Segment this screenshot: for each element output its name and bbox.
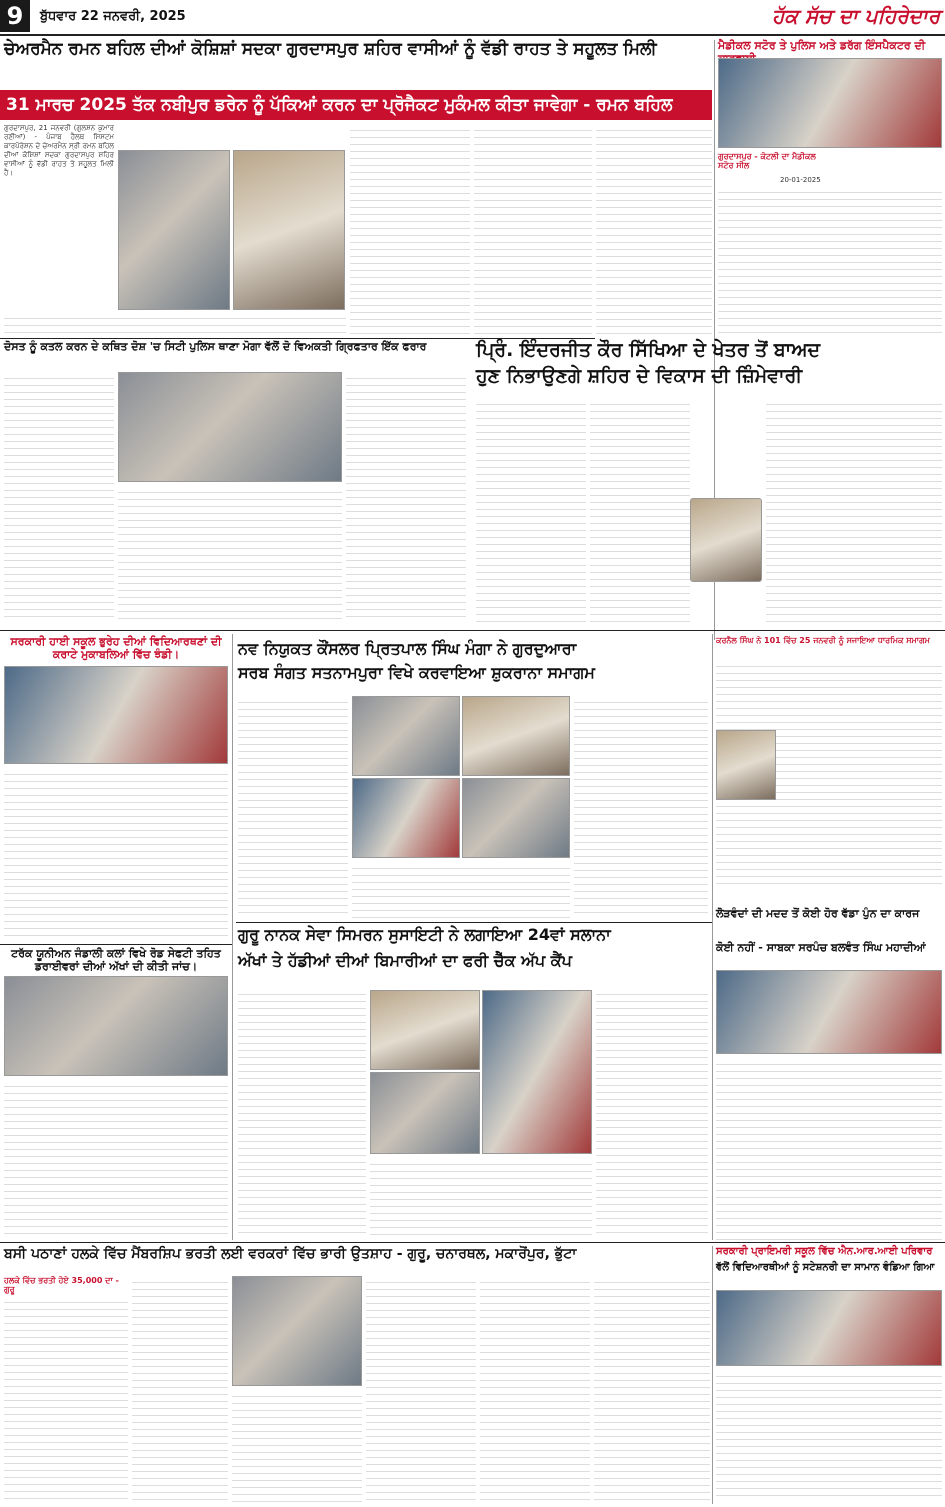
- brand-logo: ਹੱਕ ਸੱਚ ਦਾ ਪਹਿਰੇਦਾਰ: [772, 4, 940, 28]
- bottom-right-headline-1: ਸਰਕਾਰੀ ਪ੍ਰਾਇਮਰੀ ਸਕੂਲ ਵਿੱਚ ਐਨ.ਆਰ.ਆਈ ਪਰਿਵਾਰ: [716, 1246, 933, 1257]
- councillor-body-3: [574, 696, 708, 918]
- masthead-rule: [0, 34, 945, 36]
- lead-photo-2: [233, 150, 345, 310]
- bottom-right-body: [716, 1370, 942, 1502]
- page-number-badge: 9: [0, 0, 30, 32]
- crime-photo: [118, 372, 342, 482]
- principal-headline-2: ਹੁਣ ਨਿਭਾਉਣਗੇ ਸ਼ਹਿਰ ਦੇ ਵਿਕਾਸ ਦੀ ਜ਼ਿੰਮੇਵਾਰੀ: [476, 365, 803, 387]
- councillor-headline-2: ਸਰਬ ਸੰਗਤ ਸਤਨਾਮਪੁਰਾ ਵਿਖੇ ਕਰਵਾਇਆ ਸ਼ੁਕਰਾਨਾ ਸਮਾਗਮ: [238, 663, 595, 682]
- bottom-headline: ਬਸੀ ਪਠਾਣਾਂ ਹਲਕੇ ਵਿੱਚ ਮੈਂਬਰਸ਼ਿਪ ਭਰਤੀ ਲਈ ਵਰਕਰਾਂ ਵਿੱਚ ਭਾਰੀ ਉਤਸ਼ਾਹ - ਗੁਰੂ, ਚਨਾਰਥਲ, ਮਕਾਰੋਂਪੁਰ, ਭੁੱਟਾ: [4, 1246, 577, 1262]
- councillor-headline-1: ਨਵ ਨਿਯੁਕਤ ਕੌਂਸਲਰ ਪ੍ਰਿਤਪਾਲ ਸਿੰਘ ਮੰਗਾ ਨੇ ਗੁਰਦੁਆਰਾ: [238, 639, 577, 658]
- principal-body-2: [590, 398, 690, 626]
- school-headline: ਸਰਕਾਰੀ ਹਾਈ ਸਕੂਲ ਭੁਰੇਹ ਦੀਆਂ ਵਿਦਿਆਰਥਣਾਂ ਦੀ ਕਰਾਟੇ ਮੁਕਾਬਲਿਆਂ ਵਿੱਚ ਝੰਡੀ।: [10, 635, 222, 661]
- section-rule-5: [0, 1242, 945, 1243]
- lead-body-lines: [4, 312, 346, 334]
- section-rule-4: [236, 922, 712, 923]
- bottom-body-4: [366, 1276, 476, 1502]
- bottom-body-1: [4, 1296, 128, 1502]
- lead-column-5: [596, 124, 712, 334]
- lead-column-2: [118, 124, 346, 148]
- sarpanch-headline-1: ਲੋੜਵੰਦਾਂ ਦੀ ਮਦਦ ਤੋਂ ਕੋਈ ਹੋਰ ਵੱਡਾ ਪੁੰਨ ਦਾ ਕਾਰਜ: [716, 907, 920, 920]
- sarpanch-body: [716, 1058, 942, 1240]
- bottom-right-headline-2: ਵੱਲੋਂ ਵਿਦਿਆਰਥੀਆਂ ਨੂੰ ਸਟੇਸ਼ਨਰੀ ਦਾ ਸਾਮਾਨ ਵੰਡਿਆ ਗਿਆ: [716, 1262, 935, 1273]
- truck-body: [4, 1080, 228, 1238]
- camp-body-3: [596, 988, 708, 1238]
- sarpanch-headline-2: ਕੋਈ ਨਹੀਂ - ਸਾਬਕਾ ਸਰਪੰਚ ਬਲਵੰਤ ਸਿੰਘ ਮਹਾਦੀਆਂ: [716, 941, 926, 954]
- lead-banner: 31 ਮਾਰਚ 2025 ਤੱਕ ਨਬੀਪੁਰ ਡਰੇਨ ਨੂੰ ਪੱਕਿਆਂ ਕਰਨ ਦਾ ਪ੍ਰੋਜੈਕਟ ਮੁਕੰਮਲ ਕੀਤਾ ਜਾਵੇਗਾ - ਰਮਨ ਬਹਿਲ: [0, 90, 712, 120]
- councillor-body-2: [352, 862, 570, 918]
- truck-headline: ਟਰੱਕ ਯੂਨੀਅਨ ਜੰਡਾਲੀ ਕਲਾਂ ਵਿਖੇ ਰੋਡ ਸੇਫਟੀ ਤਹਿਤ ਡਰਾਈਵਰਾਂ ਦੀਆਂ ਅੱਖਾਂ ਦੀ ਕੀਤੀ ਜਾਂਚ।: [11, 947, 221, 973]
- bottom-body-2: [132, 1276, 228, 1502]
- side-top-body: [718, 186, 942, 334]
- bottom-subhead: ਹਲਕੇ ਵਿੱਚ ਭਰਤੀ ਹੋਏ 35,000 ਦਾ - ਗੁਰੂ: [4, 1276, 119, 1295]
- crime-body-3: [346, 372, 466, 622]
- camp-photo-2: [370, 1072, 480, 1154]
- bottom-body-5: [480, 1276, 590, 1502]
- crime-headline: ਦੋਸਤ ਨੂੰ ਕਤਲ ਕਰਨ ਦੇ ਕਥਿਤ ਦੋਸ਼ 'ਚ ਸਿਟੀ ਪੁਲਿਸ ਥਾਣਾ ਮੋਗਾ ਵੱਲੋਂ ਦੋ ਵਿਅਕਤੀ ਗ੍ਰਿਫਤਾਰ ਇੱਕ ਫਰਾਰ: [4, 340, 427, 353]
- councillor-photo-2: [462, 696, 570, 776]
- column-divider-left: [232, 634, 233, 1240]
- bottom-photo: [232, 1276, 362, 1386]
- councillor-photo-1: [352, 696, 460, 776]
- column-divider-bottom: [712, 1246, 713, 1504]
- bottom-body-3: [232, 1390, 362, 1502]
- issue-date: ਬੁੱਧਵਾਰ 22 ਜਨਵਰੀ, 2025: [40, 9, 186, 24]
- camp-headline-1: ਗੁਰੂ ਨਾਨਕ ਸੇਵਾ ਸਿਮਰਨ ਸੁਸਾਇਟੀ ਨੇ ਲਗਾਇਆ 24ਵਾਂ ਸਲਾਨਾ: [238, 925, 611, 944]
- side-top-caption: 20-01-2025: [780, 176, 821, 184]
- school-body: [4, 768, 228, 940]
- right-mid-headline: ਕਰਨੈਲ ਸਿੰਘ ਨੇ 101 ਵਿੱਚ 25 ਜਨਵਰੀ ਨੂੰ ਸਜਾਇਆ ਧਾਰਮਿਕ ਸਮਾਗਮ: [716, 636, 930, 645]
- right-mid-photo: [716, 730, 776, 800]
- camp-photo-3: [482, 990, 592, 1154]
- sarpanch-photo: [716, 970, 942, 1054]
- lead-photo-1: [118, 150, 230, 310]
- lead-dateline: ਗੁਰਦਾਸਪੁਰ, 21 ਜਨਵਰੀ (ਗੁਲਸ਼ਨ ਕੁਮਾਰ ਰਣੀਆਂ) - ਪੰਜਾਬ ਹੈਲਥ ਸਿਸਟਮ ਕਾਰਪੋਰੇਸ਼ਨ ਦੇ ਚੇਅਰਮੈਨ ਸ੍ਰੀ ਰਮਨ ਬਹਿਲ ਦੀਆਂ ਕੋਸ਼ਿਸ਼ਾਂ ਸਦਕਾ ਗੁਰਦਾਸਪੁਰ ਸ਼ਹਿਰ ਵਾਸੀਆਂ ਨੂੰ ਵੱਡੀ ਰਾਹਤ ਤੇ ਸਹੂਲਤ ਮਿਲੀ ਹੈ।: [4, 124, 114, 177]
- councillor-photo-3: [352, 778, 460, 858]
- councillor-body-1: [238, 696, 348, 918]
- truck-photo: [4, 976, 228, 1076]
- principal-body-1: [476, 398, 586, 626]
- camp-photo-1: [370, 990, 480, 1070]
- lead-column-4: [474, 124, 592, 334]
- side-top-headline: ਮੈਡੀਕਲ ਸਟੋਰ ਤੇ ਪੁਲਿਸ ਅਤੇ ਡਰੱਗ ਇੰਸਪੈਕਟਰ ਦੀ: [718, 39, 926, 52]
- section-rule-2: [0, 630, 945, 631]
- section-rule-3: [0, 944, 232, 945]
- camp-body-2: [370, 1158, 592, 1238]
- camp-body-1: [238, 988, 366, 1238]
- principal-body-3: [766, 398, 942, 626]
- school-photo: [4, 666, 228, 764]
- camp-headline-2: ਅੱਖਾਂ ਤੇ ਹੱਡੀਆਂ ਦੀਆਂ ਬਿਮਾਰੀਆਂ ਦਾ ਫਰੀ ਚੈੱਕ ਅੱਪ ਕੈਂਪ: [238, 951, 572, 970]
- lead-column-3: [350, 124, 470, 334]
- column-divider-right-2: [712, 634, 713, 1240]
- side-top-photo: [718, 58, 942, 148]
- principal-headline-1: ਪ੍ਰਿੰ. ਇੰਦਰਜੀਤ ਕੌਰ ਸਿੱਖਿਆ ਦੇ ਖੇਤਰ ਤੋਂ ਬਾਅਦ: [476, 339, 821, 361]
- lead-headline: ਚੇਅਰਮੈਨ ਰਮਨ ਬਹਿਲ ਦੀਆਂ ਕੋਸ਼ਿਸ਼ਾਂ ਸਦਕਾ ਗੁਰਦਾਸਪੁਰ ਸ਼ਹਿਰ ਵਾਸੀਆਂ ਨੂੰ ਵੱਡੀ ਰਾਹਤ ਤੇ ਸਹੂਲਤ ਮਿਲੀ: [4, 39, 657, 59]
- councillor-photo-4: [462, 778, 570, 858]
- side-top-subhead: ਗੁਰਦਾਸਪੁਰ - ਕੋਟਲੀ ਦਾ ਮੈਡੀਕਲ ਸਟੋਰ ਸੀਲ: [718, 152, 816, 171]
- crime-body-1: [4, 372, 114, 622]
- crime-body-2: [118, 486, 342, 622]
- principal-portrait: [690, 498, 762, 582]
- bottom-right-photo: [716, 1290, 942, 1366]
- bottom-body-6: [594, 1276, 710, 1502]
